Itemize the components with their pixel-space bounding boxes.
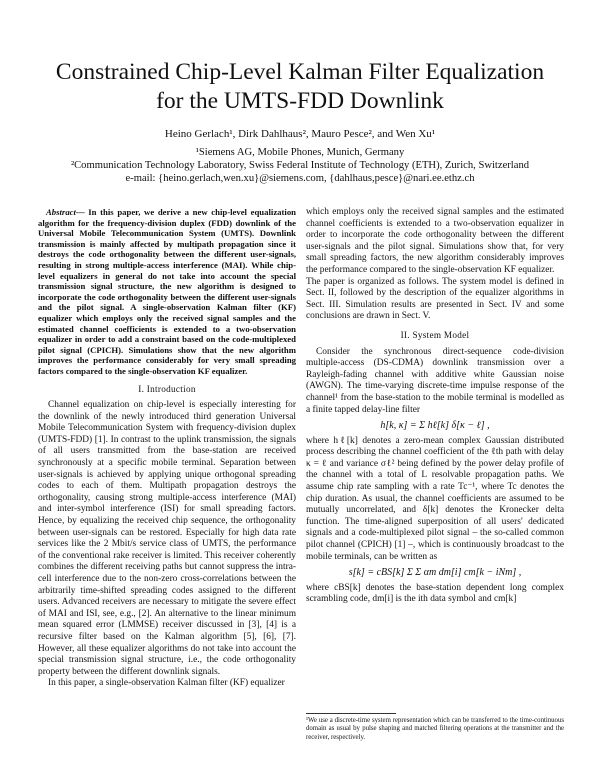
right-paragraph-2: The paper is organized as follows. The system model is defined in Sect. II, followed by the description of the equalizer algorithms in Sect. III. Simulation results are presented in Sect. IV and some conclusions are drawn in Sect. V. <box>306 276 564 322</box>
affiliation-2: ²Communication Technology Laboratory, Swiss Federal Institute of Technology (ETH), Zurich, Switzerland <box>70 160 530 171</box>
footnote-rule <box>306 713 396 714</box>
equation-channel: h[k, κ] = Σ hℓ[k] δ[κ − ℓ] , <box>380 420 490 432</box>
author-list: Heino Gerlach¹, Dirk Dahlhaus², Mauro Pesce², and Wen Xu¹ <box>164 128 436 140</box>
footnote: ¹We use a discrete-time system representation which can be transferred to the time-continuous domain as usual by pulse shaping and matched filtering operations at the transmitter and the receiver, respectively. <box>306 717 564 741</box>
section-heading-introduction: I. Introduction <box>138 383 196 394</box>
right-column <box>306 207 564 606</box>
paper-title: Constrained Chip-Level Kalman Filter Equalization for the UMTS-FDD Downlink <box>55 59 545 114</box>
equation-signal: s[k] = cBS[k] Σ Σ αm dm[i] cm[k − iNm] , <box>348 567 522 579</box>
affiliation-1: ¹Siemens AG, Mobile Phones, Munich, Germany <box>195 147 405 158</box>
abstract-text: — In this paper, we derive a new chip-level equalization algorithm for the frequency-division duplex (FDD) downlink of the Universal Mobile Telecommunication System (UMTS). Downlink transmission is mainly affected by multipath propagation since it destroys the code orthogonality between the different user-signals, resulting in strong multiple-access interference (MAI). While chip-level equalizers in general do not take into account the special transmission signal structure, the new algorithm is designed to incorporate the code orthogonality between the different user-signals and the pilot signal. A single-observation Kalman filter (KF) equalizer which employs only the received signal samples and the estimated channel coefficients is extended to a two-observation equalizer in order to add a constraint based on the code-multiplexed pilot signal (CPICH). Simulations show that the new algorithm improves the performance considerably for very small spreading factors compared to the single-observation KF equalizer. <box>38 207 296 376</box>
system-paragraph-3: where cBS[k] denotes the base-station dependent long complex scrambling code, dm[i] is the ith data symbol and cm[k] <box>306 582 564 605</box>
abstract <box>38 207 296 377</box>
system-paragraph-1: Consider the synchronous direct-sequence code-division multiple-access (DS-CDMA) downlink transmission over a Rayleigh-fading channel with additive white Gaussian noise (AWGN). The time-varying discrete-time impulse response of the channel¹ from the base-station to the mobile terminal is modelled as a finite tapped delay-line filter <box>306 346 564 415</box>
left-column <box>38 207 296 690</box>
intro-paragraph-1: Channel equalization on chip-level is especially interesting for the downlink of the newly introduced third generation Universal Mobile Telecommunication System with frequency-division duplex (UMTS-FDD) [1]. In contrast to the uplink transmission, the signals of all users transmitted from the base-station are received synchronously at a specific mobile terminal. Separation between user-signals is achieved by applying unique orthogonal spreading codes to each of them. Multipath propagation destroys the orthogonality, causing strong multiple-access interference (MAI) and inter-symbol interference (ISI) for small spreading factors. Hence, by equalizing the received chip sequence, the orthogonality between user-signals can be restored. Especially for high data rate services like the 2 Mbit/s service class of UMTS, the performance of the conventional rake receiver is limited. This receiver coherently combines the different receiving paths but cannot suppress the intra-cell interference due to the non-zero cross-correlations between the arbitrarily time-shifted spreading codes assigned to the different users. Advanced receivers are necessary to mitigate the severe effect of MAI and ISI, see, e.g., [2]. An alternative to the linear minimum mean squared error (LMMSE) receiver discussed in [3], [4] is a recursive filter based on the Kalman algorithm [5], [6], [7]. However, all these equalizer algorithms do not take into account the special transmission signal structure, i.e., the code orthogonality property between the different downlink signals. <box>38 400 296 677</box>
intro-paragraph-2: In this paper, a single-observation Kalman filter (KF) equalizer <box>48 678 285 689</box>
system-paragraph-2: where hℓ[k] denotes a zero-mean complex Gaussian distributed process describing the channel coefficient of the ℓth path with delay κ = ℓ and variance σℓ² being defined by the power delay profile of the channel with a total of L resolvable propagation paths. We assume chip rate sampling with a rate Tc⁻¹, where Tc denotes the chip duration. As usual, the channel coefficients are assumed to be mutually uncorrelated, and δ[k] denotes the Kronecker delta function. The time-aligned superposition of all users' dedicated signals and a code-multiplexed pilot signal – the so-called common pilot channel (CPICH) [1] –, which is continuously broadcast to the mobile terminals, can be written as <box>306 435 564 562</box>
right-paragraph-1: which employs only the received signal samples and the estimated channel coefficients is extended to a two-observation equalizer in order to incorporate the code orthogonality between the different user-signals and the pilot signal. Simulations show that, for very small spreading factors, the new algorithm considerably improves the performance compared to the single-observation KF equalizer. <box>306 207 564 275</box>
email-line: e-mail: {heino.gerlach,wen.xu}@siemens.com, {dahlhaus,pesce}@nari.ee.ethz.ch <box>125 173 475 184</box>
section-heading-system-model: II. System Model <box>400 329 470 340</box>
abstract-lead: Abstract <box>46 207 76 217</box>
